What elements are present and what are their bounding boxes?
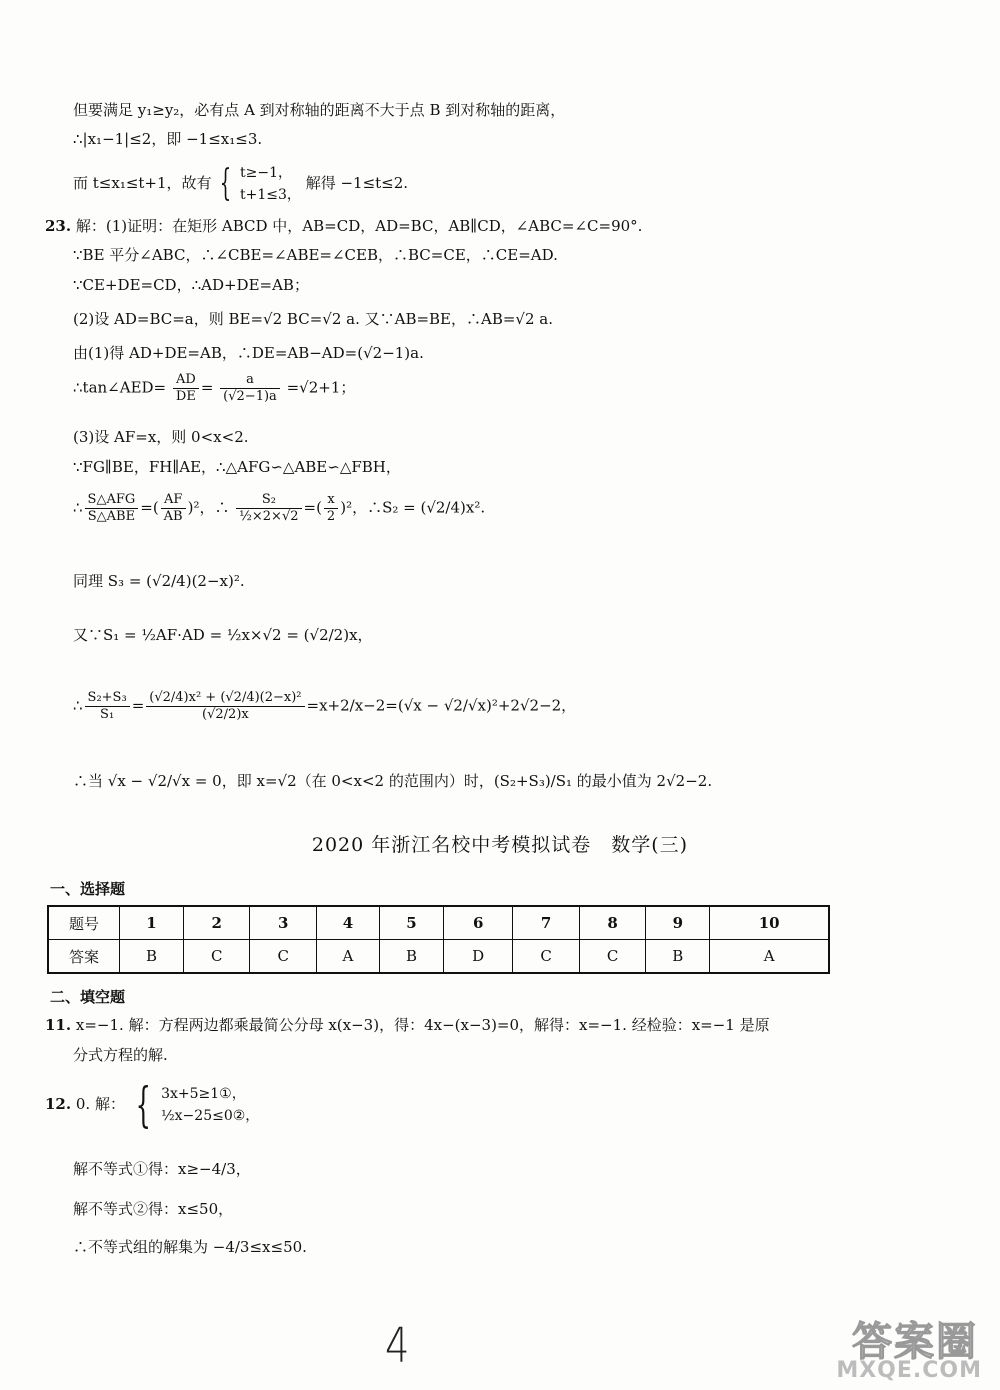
table-answer-label: 答案 bbox=[48, 940, 120, 974]
text-line bbox=[73, 162, 408, 206]
question-number: 11. bbox=[45, 1016, 72, 1034]
question-12-line bbox=[45, 1077, 260, 1133]
page-number: 4 bbox=[385, 1318, 410, 1374]
numerator: S₂+S₃ bbox=[85, 690, 130, 707]
formula-line: ∴tan∠AED= $\frac{AD}{DE}$ = $\frac{a}{(√2-1)a}$ =√2+1； bbox=[73, 372, 356, 404]
text-fragment: =x+2/x−2=(√x − √2/√x)²+2√2−2， bbox=[306, 696, 577, 715]
text-line: 又∵S₁ = ½AF·AD = ½x×√2 = (√2/2)x， bbox=[73, 626, 373, 644]
table-header-row bbox=[48, 906, 829, 940]
numerator: a bbox=[220, 372, 280, 389]
left-brace: { bbox=[135, 1077, 151, 1133]
numerator: AD bbox=[173, 372, 199, 389]
table-cell: 3 bbox=[250, 906, 316, 940]
table-header-label: 题号 bbox=[48, 906, 120, 940]
exam-title: 2020 年浙江名校中考模拟试卷 数学(三) bbox=[311, 834, 689, 856]
text-line: ∴当 √x − √2/√x = 0，即 x=√2（在 0<x<2 的范围内）时，(S₂+S₃)/S₁ 的最小值为 2√2−2. bbox=[73, 772, 713, 790]
numerator: x bbox=[324, 492, 338, 509]
table-cell: 2 bbox=[184, 906, 250, 940]
denominator: AB bbox=[163, 509, 183, 524]
question-number: 23. bbox=[45, 217, 72, 235]
section-heading: 一、选择题 bbox=[50, 880, 126, 898]
fraction bbox=[161, 492, 186, 525]
answer-table bbox=[47, 905, 830, 974]
system-row: ½x−25≤0②， bbox=[161, 1108, 260, 1124]
inequality-system bbox=[161, 1083, 259, 1127]
text-fragment: 而 t≤x₁≤t+1，故有 bbox=[73, 174, 212, 192]
fraction bbox=[146, 690, 304, 723]
denominator: ½×2×√2 bbox=[239, 509, 299, 524]
table-cell: 9 bbox=[646, 906, 710, 940]
table-cell: 6 bbox=[444, 906, 513, 940]
table-cell: C bbox=[579, 940, 645, 974]
text-fragment: 解得 −1≤t≤2. bbox=[305, 174, 409, 192]
fraction bbox=[85, 690, 130, 723]
text-line: ∴不等式组的解集为 −4/3≤x≤50. bbox=[73, 1238, 307, 1256]
fraction bbox=[324, 492, 338, 525]
question-text: 解：(1)证明：在矩形 ABCD 中，AB=CD，AD=BC，AB∥CD，∠ABC=∠C=90°. bbox=[75, 217, 643, 235]
fraction bbox=[85, 492, 139, 525]
text-line: ∴|x₁−1|≤2，即 −1≤x₁≤3. bbox=[73, 130, 263, 148]
question-text: x=−1. 解：方程两边都乘最简公分母 x(x−3)，得：4x−(x−3)=0，解得：x=−1. 经检验：x=−1 是原 bbox=[75, 1016, 770, 1034]
denominator: S△ABE bbox=[87, 509, 136, 524]
system-row: t+1≤3， bbox=[240, 187, 301, 203]
numerator: (√2/4)x² + (√2/4)(2−x)² bbox=[146, 690, 304, 707]
text-fragment: ²，∴S₂ = (√2/4)x². bbox=[346, 498, 486, 517]
question-text: 0. 解： bbox=[75, 1095, 125, 1113]
text-line: (2)设 AD=BC=a，则 BE=√2 BC=√2 a. 又∵AB=BE，∴AB=√2 a. bbox=[73, 310, 554, 328]
denominator: (√2−1)a bbox=[223, 389, 277, 404]
text-line: 但要满足 y₁≥y₂，必有点 A 到对称轴的距离不大于点 B 到对称轴的距离， bbox=[73, 101, 566, 119]
denominator: S₁ bbox=[100, 707, 115, 722]
denominator: DE bbox=[175, 389, 196, 404]
text-fragment: =√2+1； bbox=[286, 378, 356, 397]
table-cell: 4 bbox=[316, 906, 379, 940]
text-line: ∵BE 平分∠ABC，∴∠CBE=∠ABE=∠CEB，∴BC=CE，∴CE=AD. bbox=[73, 246, 558, 264]
table-cell: 10 bbox=[710, 906, 829, 940]
inequality-system bbox=[240, 162, 301, 206]
table-cell: B bbox=[379, 940, 443, 974]
system-row: t≥−1， bbox=[240, 165, 293, 181]
table-cell: B bbox=[646, 940, 710, 974]
table-cell: A bbox=[710, 940, 829, 974]
numerator: S△AFG bbox=[85, 492, 139, 509]
table-cell: 5 bbox=[379, 906, 443, 940]
text-line: (3)设 AF=x，则 0<x<2. bbox=[73, 428, 249, 446]
question-23-line bbox=[45, 215, 642, 237]
denominator: 2 bbox=[326, 509, 336, 524]
text-line: 解不等式①得：x≥−4/3， bbox=[73, 1160, 251, 1178]
system-row: 3x+5≥1①， bbox=[161, 1086, 246, 1102]
question-11-line bbox=[45, 1014, 770, 1036]
table-cell: A bbox=[316, 940, 379, 974]
text-line: ∵CE+DE=CD，∴AD+DE=AB； bbox=[73, 276, 309, 294]
table-cell: D bbox=[444, 940, 513, 974]
text-fragment: ∴ bbox=[73, 696, 83, 715]
fraction bbox=[236, 492, 301, 525]
text-line: 解不等式②得：x≤50， bbox=[73, 1200, 234, 1218]
left-brace: { bbox=[220, 163, 232, 204]
table-cell: 7 bbox=[513, 906, 579, 940]
text-line: 由(1)得 AD+DE=AB，∴DE=AB−AD=(√2−1)a. bbox=[73, 344, 424, 362]
table-cell: 8 bbox=[579, 906, 645, 940]
section-heading: 二、填空题 bbox=[50, 988, 126, 1006]
text-line: 同理 S₃ = (√2/4)(2−x)². bbox=[73, 572, 245, 590]
table-row bbox=[48, 940, 829, 974]
text-line: 分式方程的解. bbox=[73, 1046, 168, 1064]
text-fragment: ²，∴ bbox=[193, 498, 230, 517]
table-cell: 1 bbox=[120, 906, 184, 940]
table-cell: C bbox=[250, 940, 316, 974]
denominator: (√2/2)x bbox=[202, 707, 249, 722]
table-cell: C bbox=[513, 940, 579, 974]
numerator: S₂ bbox=[236, 492, 301, 509]
text-fragment: ∴tan∠AED= bbox=[73, 378, 167, 397]
fraction bbox=[220, 372, 280, 405]
fraction bbox=[173, 372, 199, 405]
question-number: 12. bbox=[45, 1095, 72, 1113]
table-cell: C bbox=[184, 940, 250, 974]
numerator: AF bbox=[161, 492, 186, 509]
formula-line: ∴ $\frac{\text{S₂+S₃}}{\text{S₁}}$ = $\frac{\text{(√2/4)x² + (√2/4)(2−x)²}}{(√2/2)x}$ =x+2/x−2=(√x − √2/√x)²+2√2−2， bbox=[73, 690, 577, 722]
table-cell: B bbox=[120, 940, 184, 974]
watermark-url: MXQE.COM bbox=[836, 1358, 982, 1383]
text-line: ∵FG∥BE，FH∥AE，∴△AFG∽△ABE∽△FBH， bbox=[73, 458, 401, 476]
formula-line: ∴ $\frac{\text{S△AFG}}{\text{S△ABE}}$ =( $\frac{AF}{AB}$ )²，∴ $\frac{\text{S₂}}{\text{½×2×√2}}$ =( $\frac{x}{2}$ )²，∴S₂ = (√2/4)x². bbox=[73, 492, 486, 524]
watermark-logo: 答案圈 bbox=[852, 1319, 978, 1365]
